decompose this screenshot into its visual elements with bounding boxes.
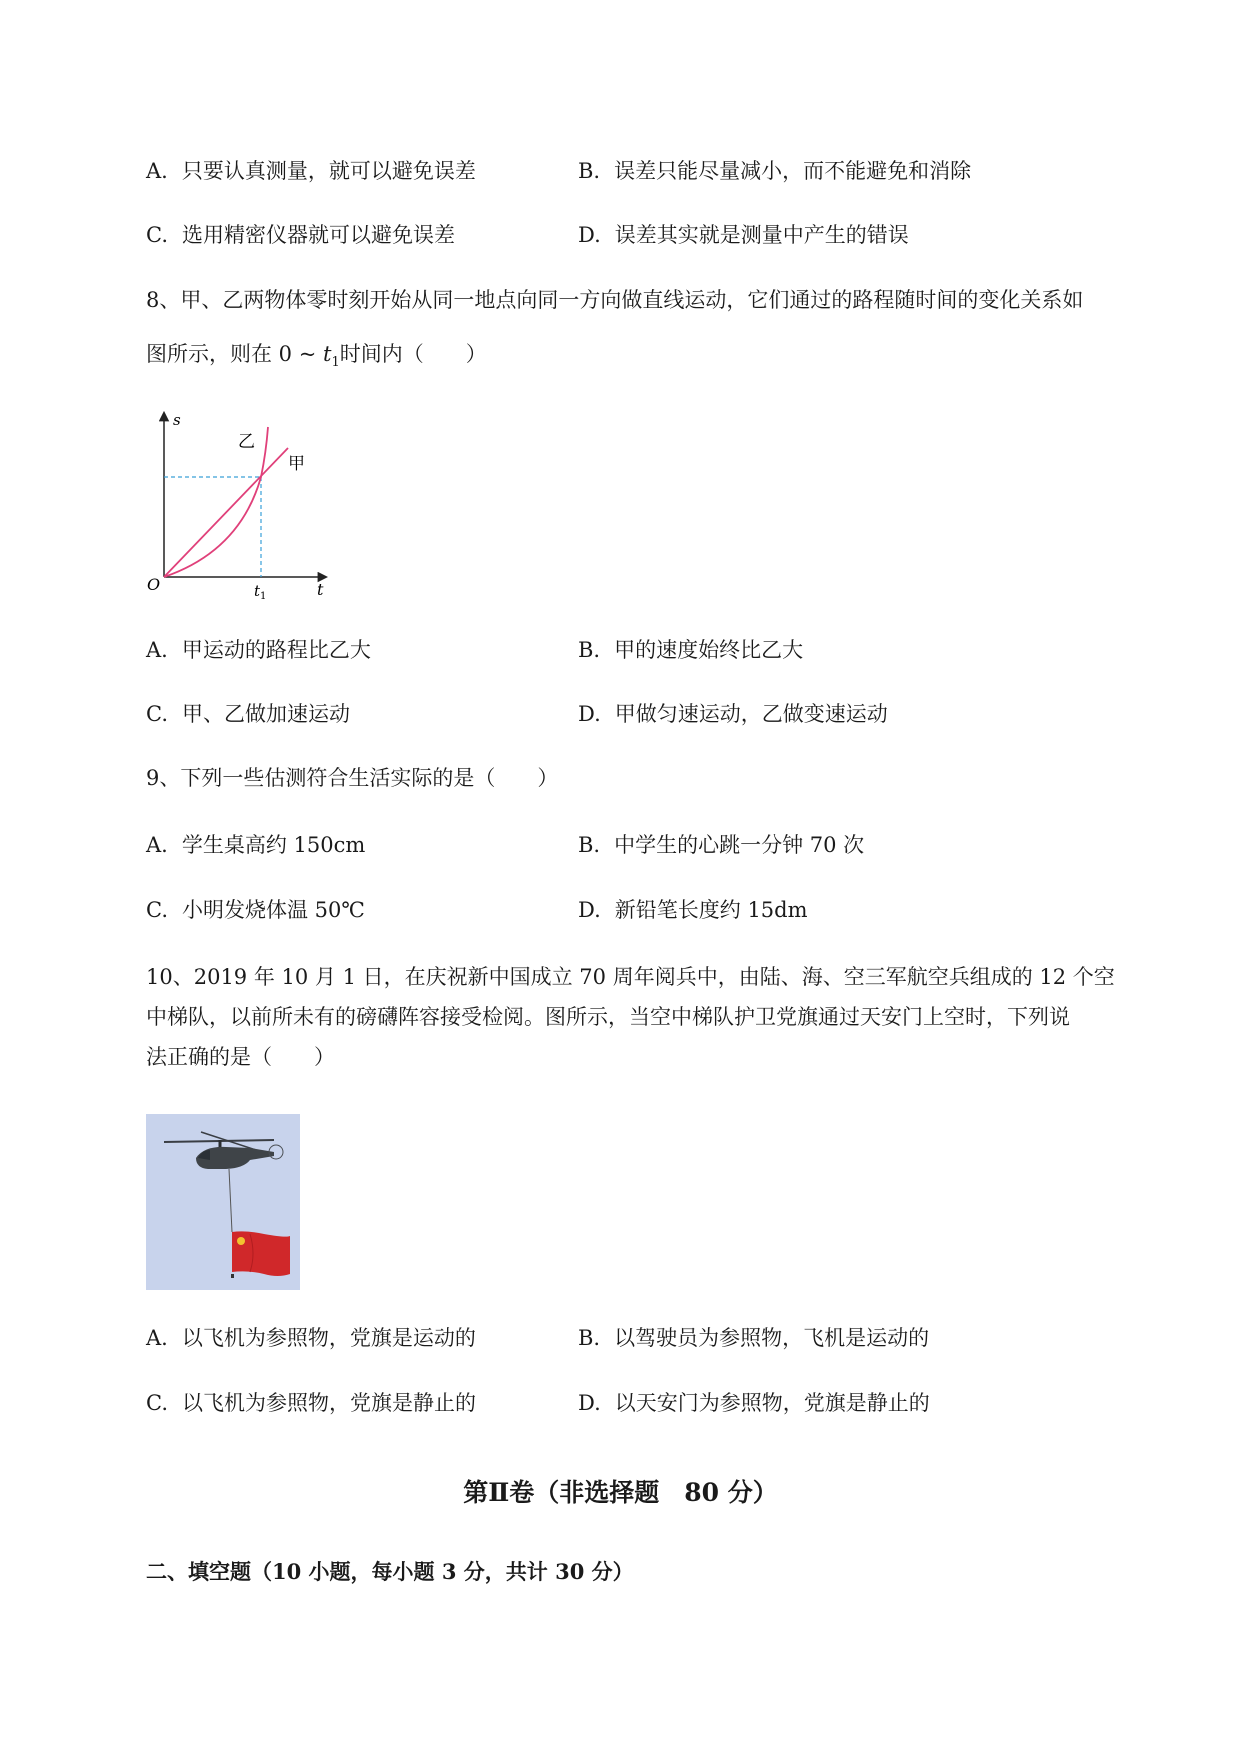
q8-option-d <box>578 704 888 725</box>
flag-weight <box>231 1274 234 1278</box>
q10-stem-line1: 10、2019 年 10 月 1 日，在庆祝新中国成立 70 周年阅兵中，由陆、海、空三军航空兵组成的 12 个空 <box>146 965 1115 989</box>
q10-option-a <box>146 1328 476 1349</box>
q8-option-c <box>146 704 350 725</box>
q10-option-d <box>578 1393 930 1414</box>
tick-t1-label: $t_1$ <box>254 582 267 602</box>
option-text: 选用精密仪器就可以避免误差 <box>182 223 455 247</box>
q9-stem: 9、下列一些估测符合生活实际的是（ ） <box>146 766 559 790</box>
option-letter: D. <box>578 223 601 247</box>
q10-stem-line2: 中梯队，以前所未有的磅礴阵容接受检阅。图所示，当空中梯队护卫党旗通过天安门上空时，下列说 <box>146 1005 1070 1029</box>
x-axis-label: t <box>317 580 324 599</box>
q10-option-c <box>146 1393 476 1414</box>
q8-stem-t1: $t_1$ <box>322 342 340 371</box>
option-letter: A. <box>146 159 168 183</box>
q8-stem-suffix: 时间内（ ） <box>339 342 487 366</box>
q7-option-c <box>146 225 455 246</box>
option-letter: C. <box>146 702 168 726</box>
q9-option-a <box>146 835 365 856</box>
option-text: 学生桌高约 150cm <box>181 833 366 857</box>
q10-helicopter-photo <box>146 1114 300 1290</box>
option-letter: A. <box>146 638 168 662</box>
option-letter: D. <box>578 702 601 726</box>
option-letter: C. <box>146 898 168 922</box>
origin-label: O <box>147 575 161 594</box>
option-letter: C. <box>146 1391 168 1415</box>
option-text: 中学生的心跳一分钟 70 次 <box>614 833 865 857</box>
q7-option-b <box>578 161 971 182</box>
option-text: 甲、乙做加速运动 <box>182 702 350 726</box>
option-letter: B. <box>578 159 601 183</box>
q9-option-b <box>578 835 864 856</box>
section-subheading: 二、填空题（10 小题，每小题 3 分，共计 30 分） <box>146 1559 634 1584</box>
q8-option-b <box>578 640 803 661</box>
curve-jia-label: 甲 <box>288 454 305 474</box>
curve-jia <box>164 448 288 577</box>
option-text: 以飞机为参照物，党旗是静止的 <box>182 1391 476 1415</box>
y-axis-label: s <box>173 411 181 429</box>
option-text: 甲运动的路程比乙大 <box>181 638 371 662</box>
q7-option-a <box>146 161 476 182</box>
section-heading: 第Ⅱ卷（非选择题 80 分） <box>463 1478 778 1507</box>
q10-stem-line3: 法正确的是（ ） <box>146 1045 335 1069</box>
option-letter: A. <box>146 833 168 857</box>
q7-option-d <box>578 225 909 246</box>
option-letter: B. <box>578 833 601 857</box>
option-text: 新铅笔长度约 15dm <box>614 898 808 922</box>
q8-stem-line2 <box>146 344 487 369</box>
q8-stem-prefix: 图所示，则在 0 ~ <box>146 342 323 366</box>
option-text: 以驾驶员为参照物，飞机是运动的 <box>614 1326 930 1350</box>
option-text: 以天安门为参照物，党旗是静止的 <box>614 1391 930 1415</box>
flag-emblem <box>237 1237 245 1245</box>
q8-option-a <box>146 640 371 661</box>
q9-option-d <box>578 900 808 921</box>
option-letter: D. <box>578 898 601 922</box>
q10-option-b <box>578 1328 929 1349</box>
option-text: 误差其实就是测量中产生的错误 <box>614 223 909 247</box>
option-letter: B. <box>578 1326 601 1350</box>
option-text: 小明发烧体温 50℃ <box>182 898 365 922</box>
q8-st-graph <box>140 405 340 605</box>
option-text: 甲做匀速运动，乙做变速运动 <box>614 702 888 726</box>
option-letter: C. <box>146 223 168 247</box>
option-text: 只要认真测量，就可以避免误差 <box>181 159 476 183</box>
option-letter: D. <box>578 1391 601 1415</box>
option-text: 甲的速度始终比乙大 <box>614 638 804 662</box>
option-text: 以飞机为参照物，党旗是运动的 <box>181 1326 476 1350</box>
option-letter: B. <box>578 638 601 662</box>
option-letter: A. <box>146 1326 168 1350</box>
q8-stem-line1: 8、甲、乙两物体零时刻开始从同一地点向同一方向做直线运动，它们通过的路程随时间的变化关系如 <box>146 288 1084 312</box>
curve-yi-label: 乙 <box>238 432 255 452</box>
q9-option-c <box>146 900 365 921</box>
option-text: 误差只能尽量减小，而不能避免和消除 <box>614 159 972 183</box>
